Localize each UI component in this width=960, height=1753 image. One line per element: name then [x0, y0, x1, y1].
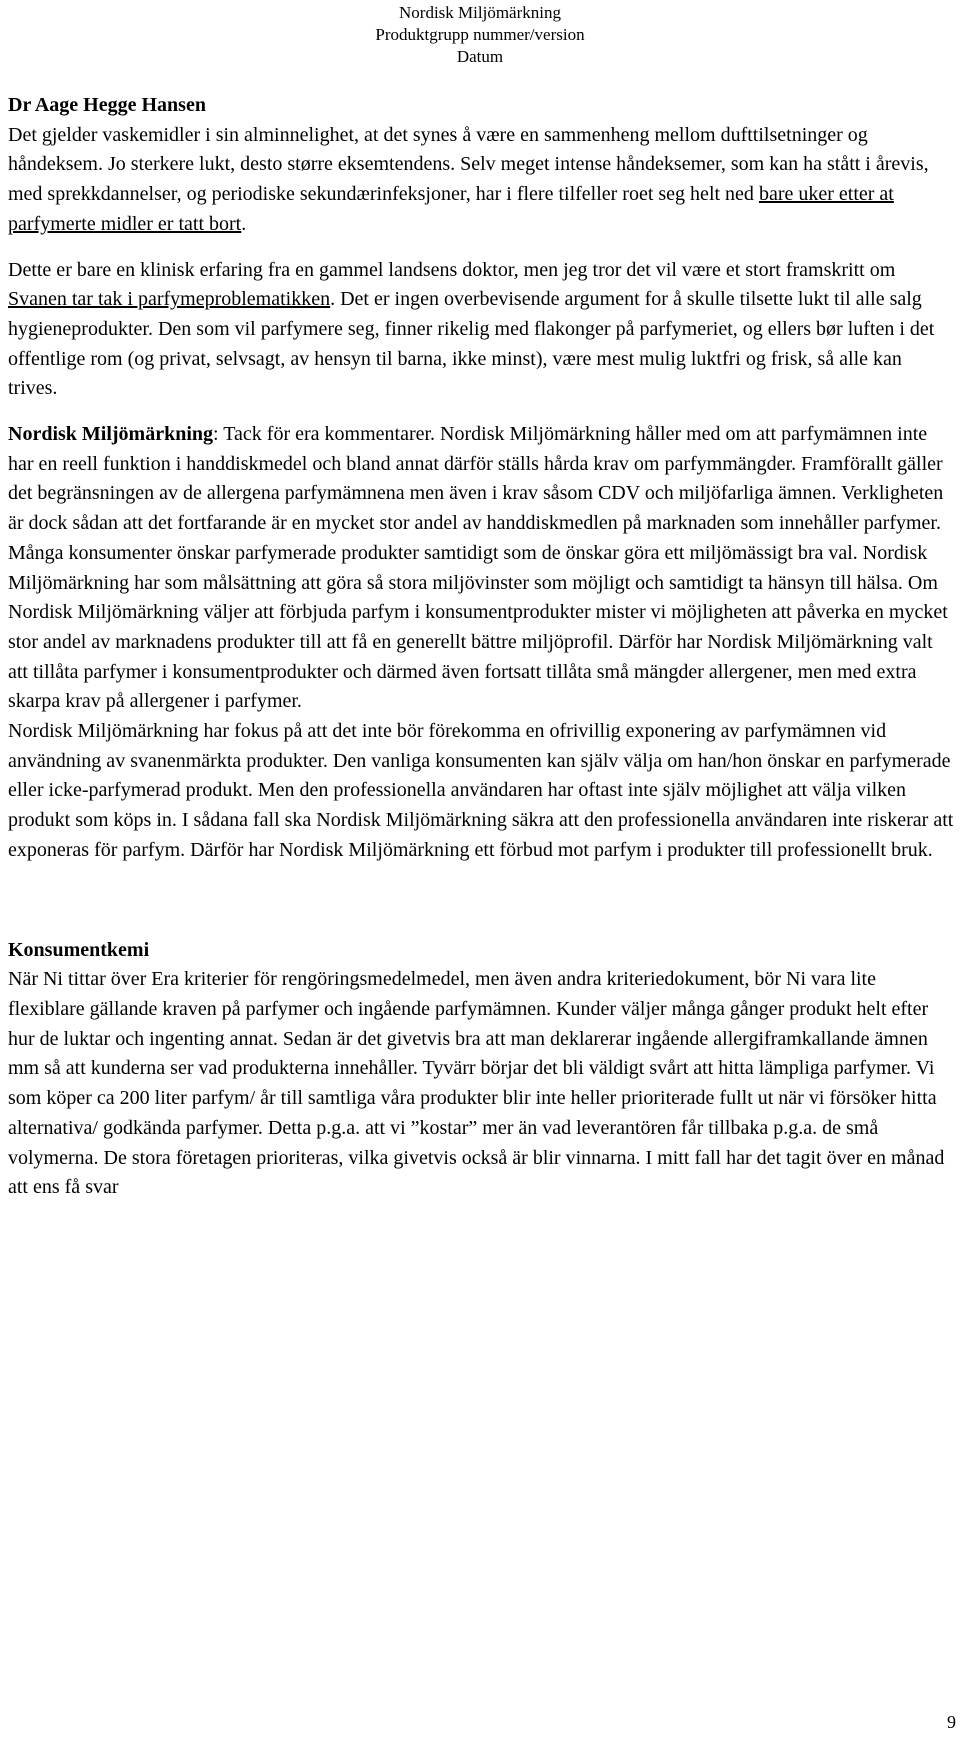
underlined-text: Svanen tar tak i parfymeproblematikken	[8, 288, 331, 311]
response-text: : Tack för era kommentarer. Nordisk Miljömärkning håller med om att parfymämnen inte har en reell funktion i handdiskmedel och bland annat därför ställs hårda krav om parfymmängder. Framförallt gäller det begränsningen av de allergena parfymämnena men även i krav såsom CDV och miljöfarliga ämnen. Verkligheten är dock sådan att det fortfarande är en mycket stor andel av handdiskmedlen på marknaden som innehåller parfymer. Många konsumenter önskar parfymerade produkter samtidigt som de önskar göra ett miljömässigt bra val. Nordisk Miljömärkning har som målsättning att göra så stora miljövinster som möjligt och samtidigt ta hänsyn till hälsa. Om Nordisk Miljömärkning väljer att förbjuda parfym i konsumentprodukter mister vi möjligheten att påverka en mycket stor andel av marknadens produkter till att få en generellt bättre miljöprofil. Därför har Nordisk Miljömärkning valt att tillåta parfymer i konsumentprodukter och därmed även fortsatt tillåta små mängder allergener, men med extra skarpa krav på allergener i parfymer.	[8, 423, 948, 713]
paragraph-spacer	[8, 240, 954, 256]
comment-author: Dr Aage Hegge Hansen	[8, 94, 206, 116]
comment-text: Dette er bare en klinisk erfaring fra en gammel landsens doktor, men jeg tror det vil være et stort framskritt om	[8, 258, 896, 281]
comment-paragraph	[8, 256, 954, 405]
section-spacer	[8, 866, 954, 936]
comment-text: Det gjelder vaskemidler i sin alminnelighet, at det synes å være en sammenheng mellom dufttilsetninger og håndeksem. Jo sterkere lukt, desto større eksemtendens. Selv meget intense håndeksemer, som kan ha stått i årevis, med sprekkdannelser, og periodiske sekundærinfeksjoner, har i flere tilfeller roet seg helt ned	[8, 123, 929, 206]
paragraph-spacer	[8, 404, 954, 420]
response-label: Nordisk Miljömärkning	[8, 423, 214, 446]
document-body	[8, 91, 954, 1203]
comment-text: .	[241, 212, 247, 235]
underlined-text: bare uker etter at parfymerte midler er tatt bort	[8, 183, 894, 235]
response-paragraph: Nordisk Miljömärkning har fokus på att det inte bör förekomma en ofrivillig exponering av parfymämnen vid användning av svanenmärkta produkter. Den vanliga konsumenten kan själv välja om han/hon önskar en parfymerade eller icke-parfymerad produkt. Men den professionella användaren har oftast inte själv möjlighet att välja vilken produkt som köps in. I sådana fall ska Nordisk Miljömärkning säkra att den professionella användaren inte riskerar att exponeras för parfym. Därför har Nordisk Miljömärkning ett förbud mot parfym i produkter till professionellt bruk.	[8, 720, 954, 861]
section-heading: Konsumentkemi	[8, 938, 150, 961]
comment-paragraph	[8, 121, 954, 240]
header-product-group: Produktgrupp nummer/version	[375, 25, 585, 44]
header-date: Datum	[456, 47, 504, 66]
header-organization: Nordisk Miljömärkning	[399, 3, 561, 22]
comment-paragraph: När Ni tittar över Era kriterier för rengöringsmedelmedel, men även andra kriteriedokument, bör Ni vara lite flexiblare gällande kraven på parfymer och ingående parfymämnen. Kunder väljer många gånger produkt helt efter hur de luktar och ingenting annat. Sedan är det givetvis bra att man deklarerar ingående allergiframkallande ämnen mm så att kunderna ser vad produkterna innehåller. Tyvärr börjar det bli väldigt svårt att hitta lämpliga parfymer. Vi som köper ca 200 liter parfym/ år till samtliga våra produkter blir inte heller prioriterade fullt ut när vi försöker hitta alternativa/ godkända parfymer. Detta p.g.a. att vi ”kostar” mer än vad leverantören får tillbaka p.g.a. de små volymerna. De stora företagen prioriteras, vilka givetvis också är blir vinnarna. I mitt fall har det tagit över en månad att ens få svar	[8, 968, 945, 1199]
page-number: 9	[947, 1712, 956, 1732]
comment-text: . Det er ingen overbevisende argument for å skulle tilsette lukt til alle salg hygieneprodukter. Den som vil parfymere seg, finner rikelig med flakonger på parfymeriet, og ellers bør luften i det offentlige rom (og privat, selvsagt, av hensyn til barna, ikke minst), være mest mulig luktfri og frisk, så alle kan trives.	[8, 288, 935, 400]
page-header	[0, 2, 960, 68]
response-paragraph	[8, 420, 954, 717]
